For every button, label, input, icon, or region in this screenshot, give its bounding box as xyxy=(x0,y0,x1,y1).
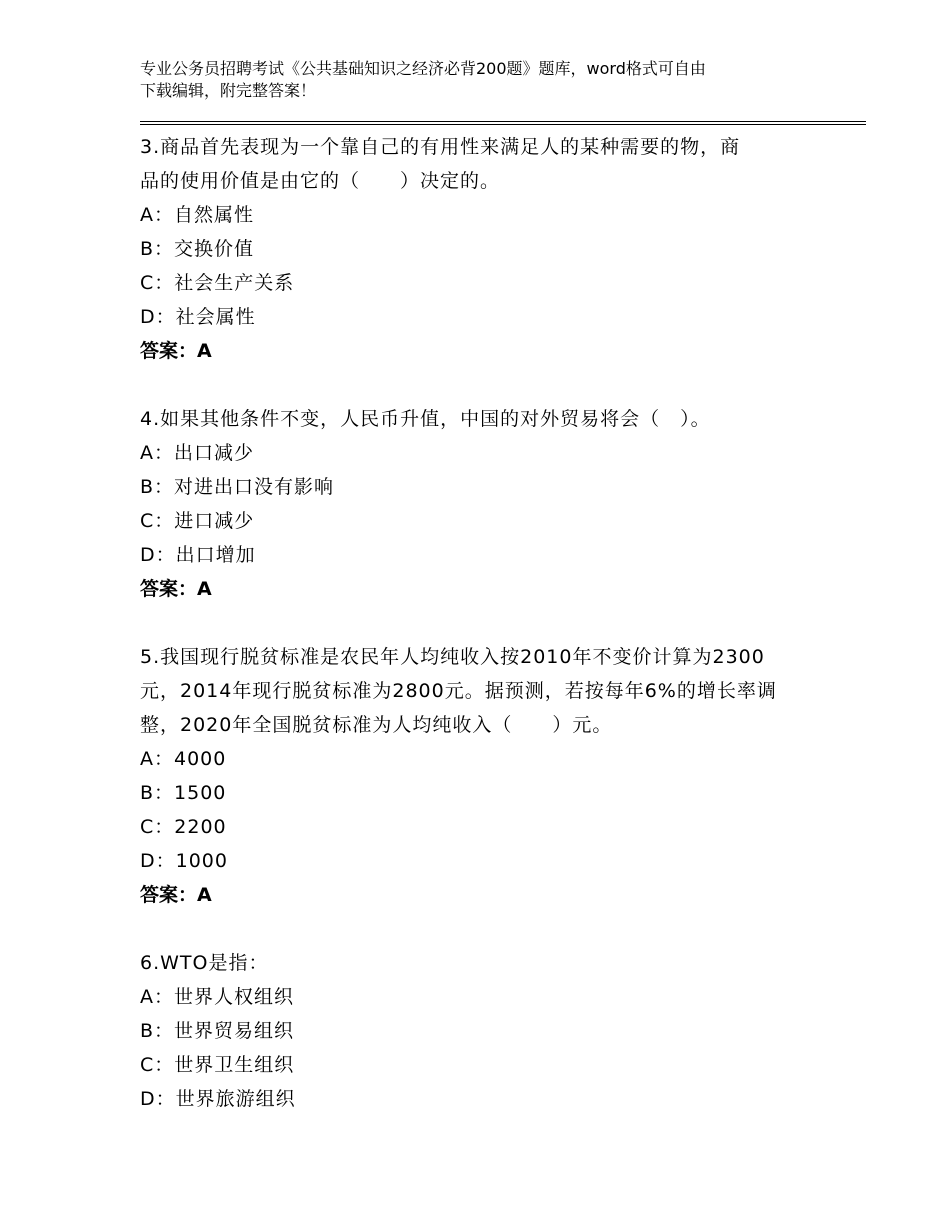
header-line-1: 专业公务员招聘考试《公共基础知识之经济必背200题》题库，word格式可自由 xyxy=(140,59,706,78)
answer-line: 答案：A xyxy=(140,884,212,906)
option-a: A：世界人权组织 xyxy=(140,986,294,1008)
question-3 xyxy=(140,130,840,368)
question-4 xyxy=(140,402,840,606)
option-a: A：自然属性 xyxy=(140,204,254,226)
question-5 xyxy=(140,640,840,912)
question-stem-line: 3.商品首先表现为一个靠自己的有用性来满足人的某种需要的物，商 xyxy=(140,136,741,158)
question-list xyxy=(140,130,840,1116)
document-header xyxy=(140,58,820,102)
option-d: D：世界旅游组织 xyxy=(140,1088,296,1110)
spacer xyxy=(140,912,840,946)
option-b: B：对进出口没有影响 xyxy=(140,476,335,498)
question-stem-line: 品的使用价值是由它的（ ）决定的。 xyxy=(140,170,501,192)
option-b: B：1500 xyxy=(140,782,227,804)
header-rule-top xyxy=(140,121,866,122)
header-rule-bottom xyxy=(140,124,866,125)
option-c: C：进口减少 xyxy=(140,510,255,532)
option-a: A：出口减少 xyxy=(140,442,254,464)
question-stem-line: 整，2020年全国脱贫标准为人均纯收入（ ）元。 xyxy=(140,714,613,736)
answer-line: 答案：A xyxy=(140,578,212,600)
spacer xyxy=(140,368,840,402)
question-stem-line: 4.如果其他条件不变，人民币升值，中国的对外贸易将会（ ）。 xyxy=(140,408,711,430)
header-line-2: 下载编辑，附完整答案！ xyxy=(140,81,317,100)
option-c: C：社会生产关系 xyxy=(140,272,295,294)
spacer xyxy=(140,606,840,640)
answer-line: 答案：A xyxy=(140,340,212,362)
option-c: C：世界卫生组织 xyxy=(140,1054,295,1076)
option-b: B：世界贸易组织 xyxy=(140,1020,295,1042)
question-6 xyxy=(140,946,840,1116)
option-a: A：4000 xyxy=(140,748,227,770)
option-b: B：交换价值 xyxy=(140,238,255,260)
option-c: C：2200 xyxy=(140,816,227,838)
question-stem-line: 元，2014年现行脱贫标准为2800元。据预测，若按每年6%的增长率调 xyxy=(140,680,777,702)
option-d: D：社会属性 xyxy=(140,306,256,328)
question-stem-line: 6.WTO是指： xyxy=(140,952,269,974)
option-d: D：出口增加 xyxy=(140,544,256,566)
option-d: D：1000 xyxy=(140,850,228,872)
question-stem-line: 5.我国现行脱贫标准是农民年人均纯收入按2010年不变价计算为2300 xyxy=(140,646,765,668)
